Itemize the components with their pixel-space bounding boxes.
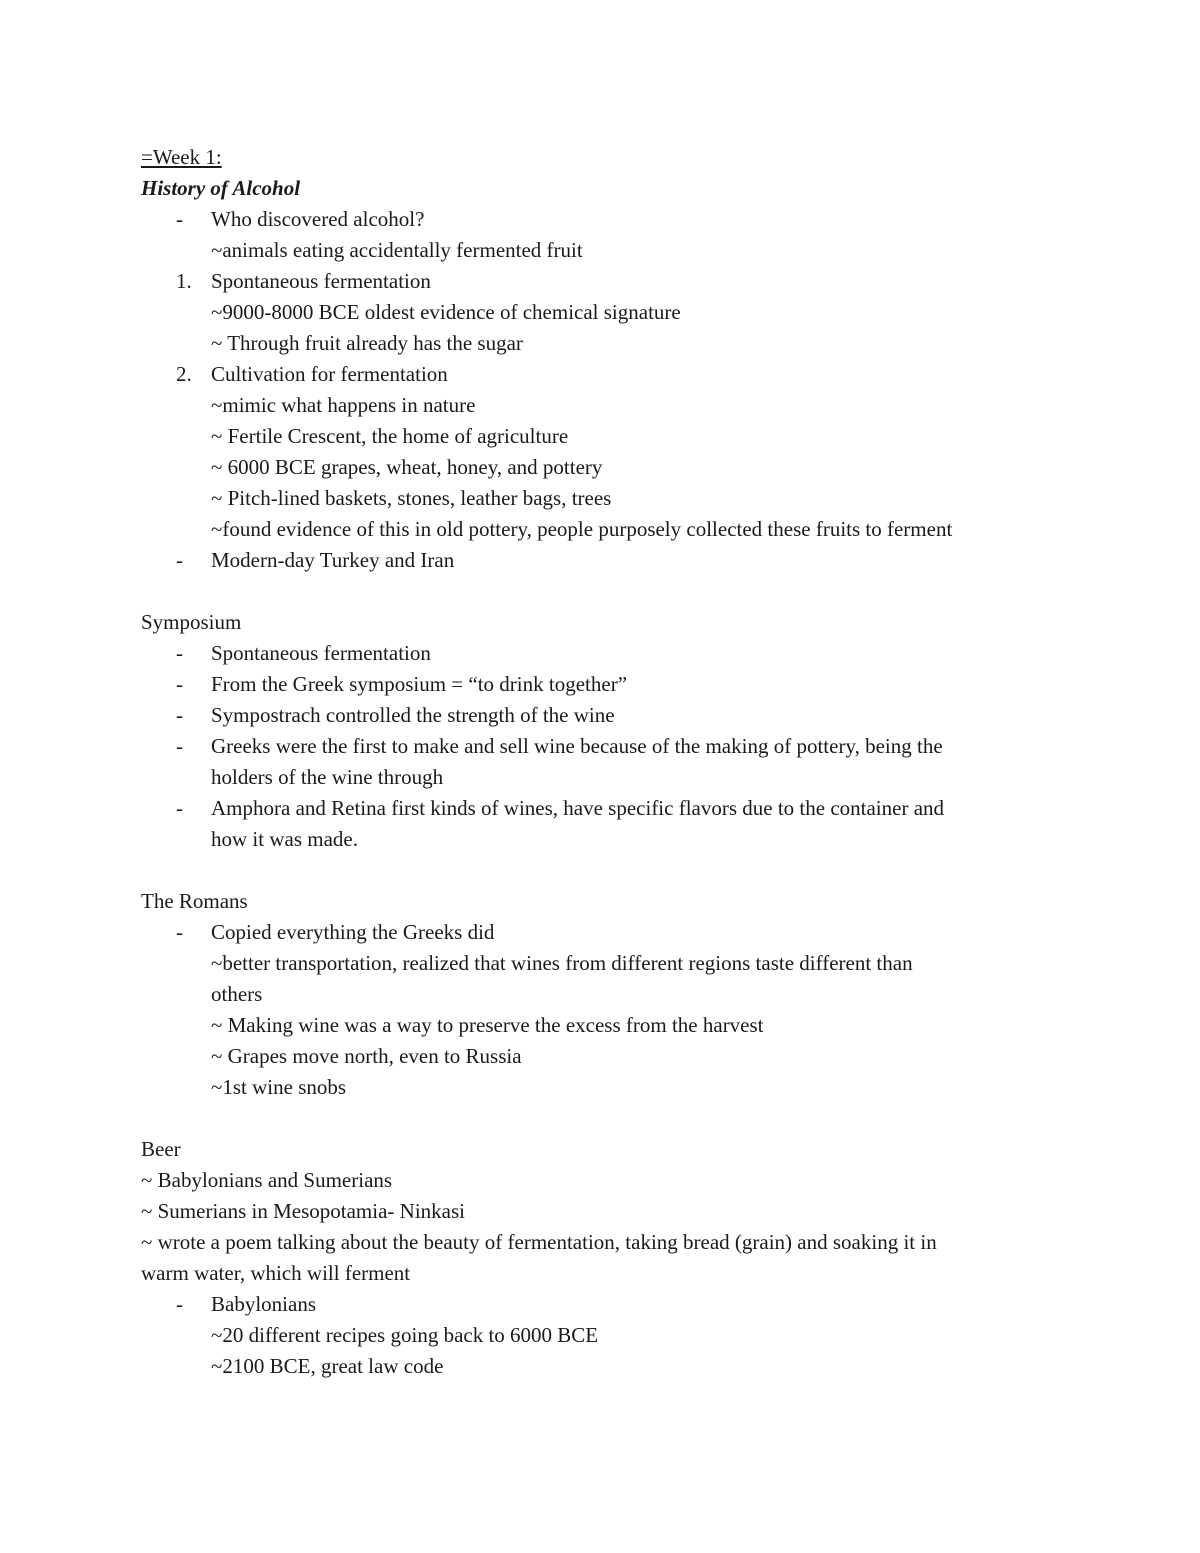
dash-marker: - [176, 703, 183, 727]
dash-marker: - [176, 920, 183, 944]
beer-line: ~ Babylonians and Sumerians [141, 1168, 393, 1192]
symposium-bullet [141, 731, 1061, 762]
beer-bullet-text: Babylonians [211, 1292, 316, 1316]
blank-line [141, 576, 1061, 607]
romans-note: ~ Grapes move north, even to Russia [211, 1044, 522, 1068]
history-item-1-note: ~ Through fruit already has the sugar [211, 331, 523, 355]
symposium-bullet-continuation: holders of the wine through [211, 765, 444, 789]
beer-line: ~ wrote a poem talking about the beauty of fermentation, taking bread (grain) and soaking it in [141, 1230, 937, 1254]
history-question-item [141, 204, 1061, 235]
beer-note: ~20 different recipes going back to 6000 BCE [211, 1323, 599, 1347]
symposium-bullet [141, 638, 1061, 669]
history-answer: ~animals eating accidentally fermented fruit [211, 238, 583, 262]
symposium-bullet [141, 793, 1061, 824]
week-heading: =Week 1: [141, 145, 222, 169]
history-last-item [141, 545, 1061, 576]
blank-line [141, 1103, 1061, 1134]
dash-marker: - [176, 796, 183, 820]
romans-note: ~ Making wine was a way to preserve the excess from the harvest [211, 1013, 764, 1037]
dash-marker: - [176, 1292, 183, 1316]
dash-marker: - [176, 207, 183, 231]
beer-line: ~ Sumerians in Mesopotamia- Ninkasi [141, 1199, 465, 1223]
symposium-bullet-text: Amphora and Retina first kinds of wines, have specific flavors due to the container and [211, 796, 945, 820]
romans-note: others [211, 982, 263, 1006]
history-item-1-text: Spontaneous fermentation [211, 269, 431, 293]
document-title: History of Alcohol [141, 176, 301, 200]
history-item-1 [141, 266, 1061, 297]
beer-bullet [141, 1289, 1061, 1320]
symposium-bullet-text: Greeks were the first to make and sell wine because of the making of pottery, being the [211, 734, 943, 758]
dash-marker: - [176, 641, 183, 665]
number-marker: 1. [176, 269, 192, 293]
history-item-1-note: ~9000-8000 BCE oldest evidence of chemical signature [211, 300, 681, 324]
romans-note: ~better transportation, realized that wines from different regions taste different than [211, 951, 913, 975]
romans-note: ~1st wine snobs [211, 1075, 347, 1099]
symposium-bullet-continuation: how it was made. [211, 827, 358, 851]
number-marker: 2. [176, 362, 192, 386]
beer-note: ~2100 BCE, great law code [211, 1354, 444, 1378]
dash-marker: - [176, 734, 183, 758]
symposium-bullet-text: From the Greek symposium = “to drink together” [211, 672, 628, 696]
beer-line: warm water, which will ferment [141, 1261, 411, 1285]
symposium-bullet-text: Sympostrach controlled the strength of the wine [211, 703, 615, 727]
history-question: Who discovered alcohol? [211, 207, 425, 231]
romans-heading: The Romans [141, 889, 248, 913]
romans-bullet-text: Copied everything the Greeks did [211, 920, 495, 944]
dash-marker: - [176, 672, 183, 696]
dash-marker: - [176, 548, 183, 572]
history-item-2-text: Cultivation for fermentation [211, 362, 448, 386]
beer-heading: Beer [141, 1137, 181, 1161]
symposium-bullet [141, 700, 1061, 731]
romans-bullet [141, 917, 1061, 948]
history-item-2-note: ~ Pitch-lined baskets, stones, leather bags, trees [211, 486, 612, 510]
symposium-bullet [141, 669, 1061, 700]
history-item-2-note: ~found evidence of this in old pottery, people purposely collected these fruits to ferment [211, 517, 953, 541]
symposium-heading: Symposium [141, 610, 242, 634]
symposium-bullet-text: Spontaneous fermentation [211, 641, 431, 665]
history-item-2-note: ~ 6000 BCE grapes, wheat, honey, and pottery [211, 455, 603, 479]
blank-line [141, 855, 1061, 886]
document-page [141, 142, 1061, 1382]
history-item-2-note: ~ Fertile Crescent, the home of agriculture [211, 424, 569, 448]
history-item-2 [141, 359, 1061, 390]
history-last-text: Modern-day Turkey and Iran [211, 548, 455, 572]
history-item-2-note: ~mimic what happens in nature [211, 393, 476, 417]
